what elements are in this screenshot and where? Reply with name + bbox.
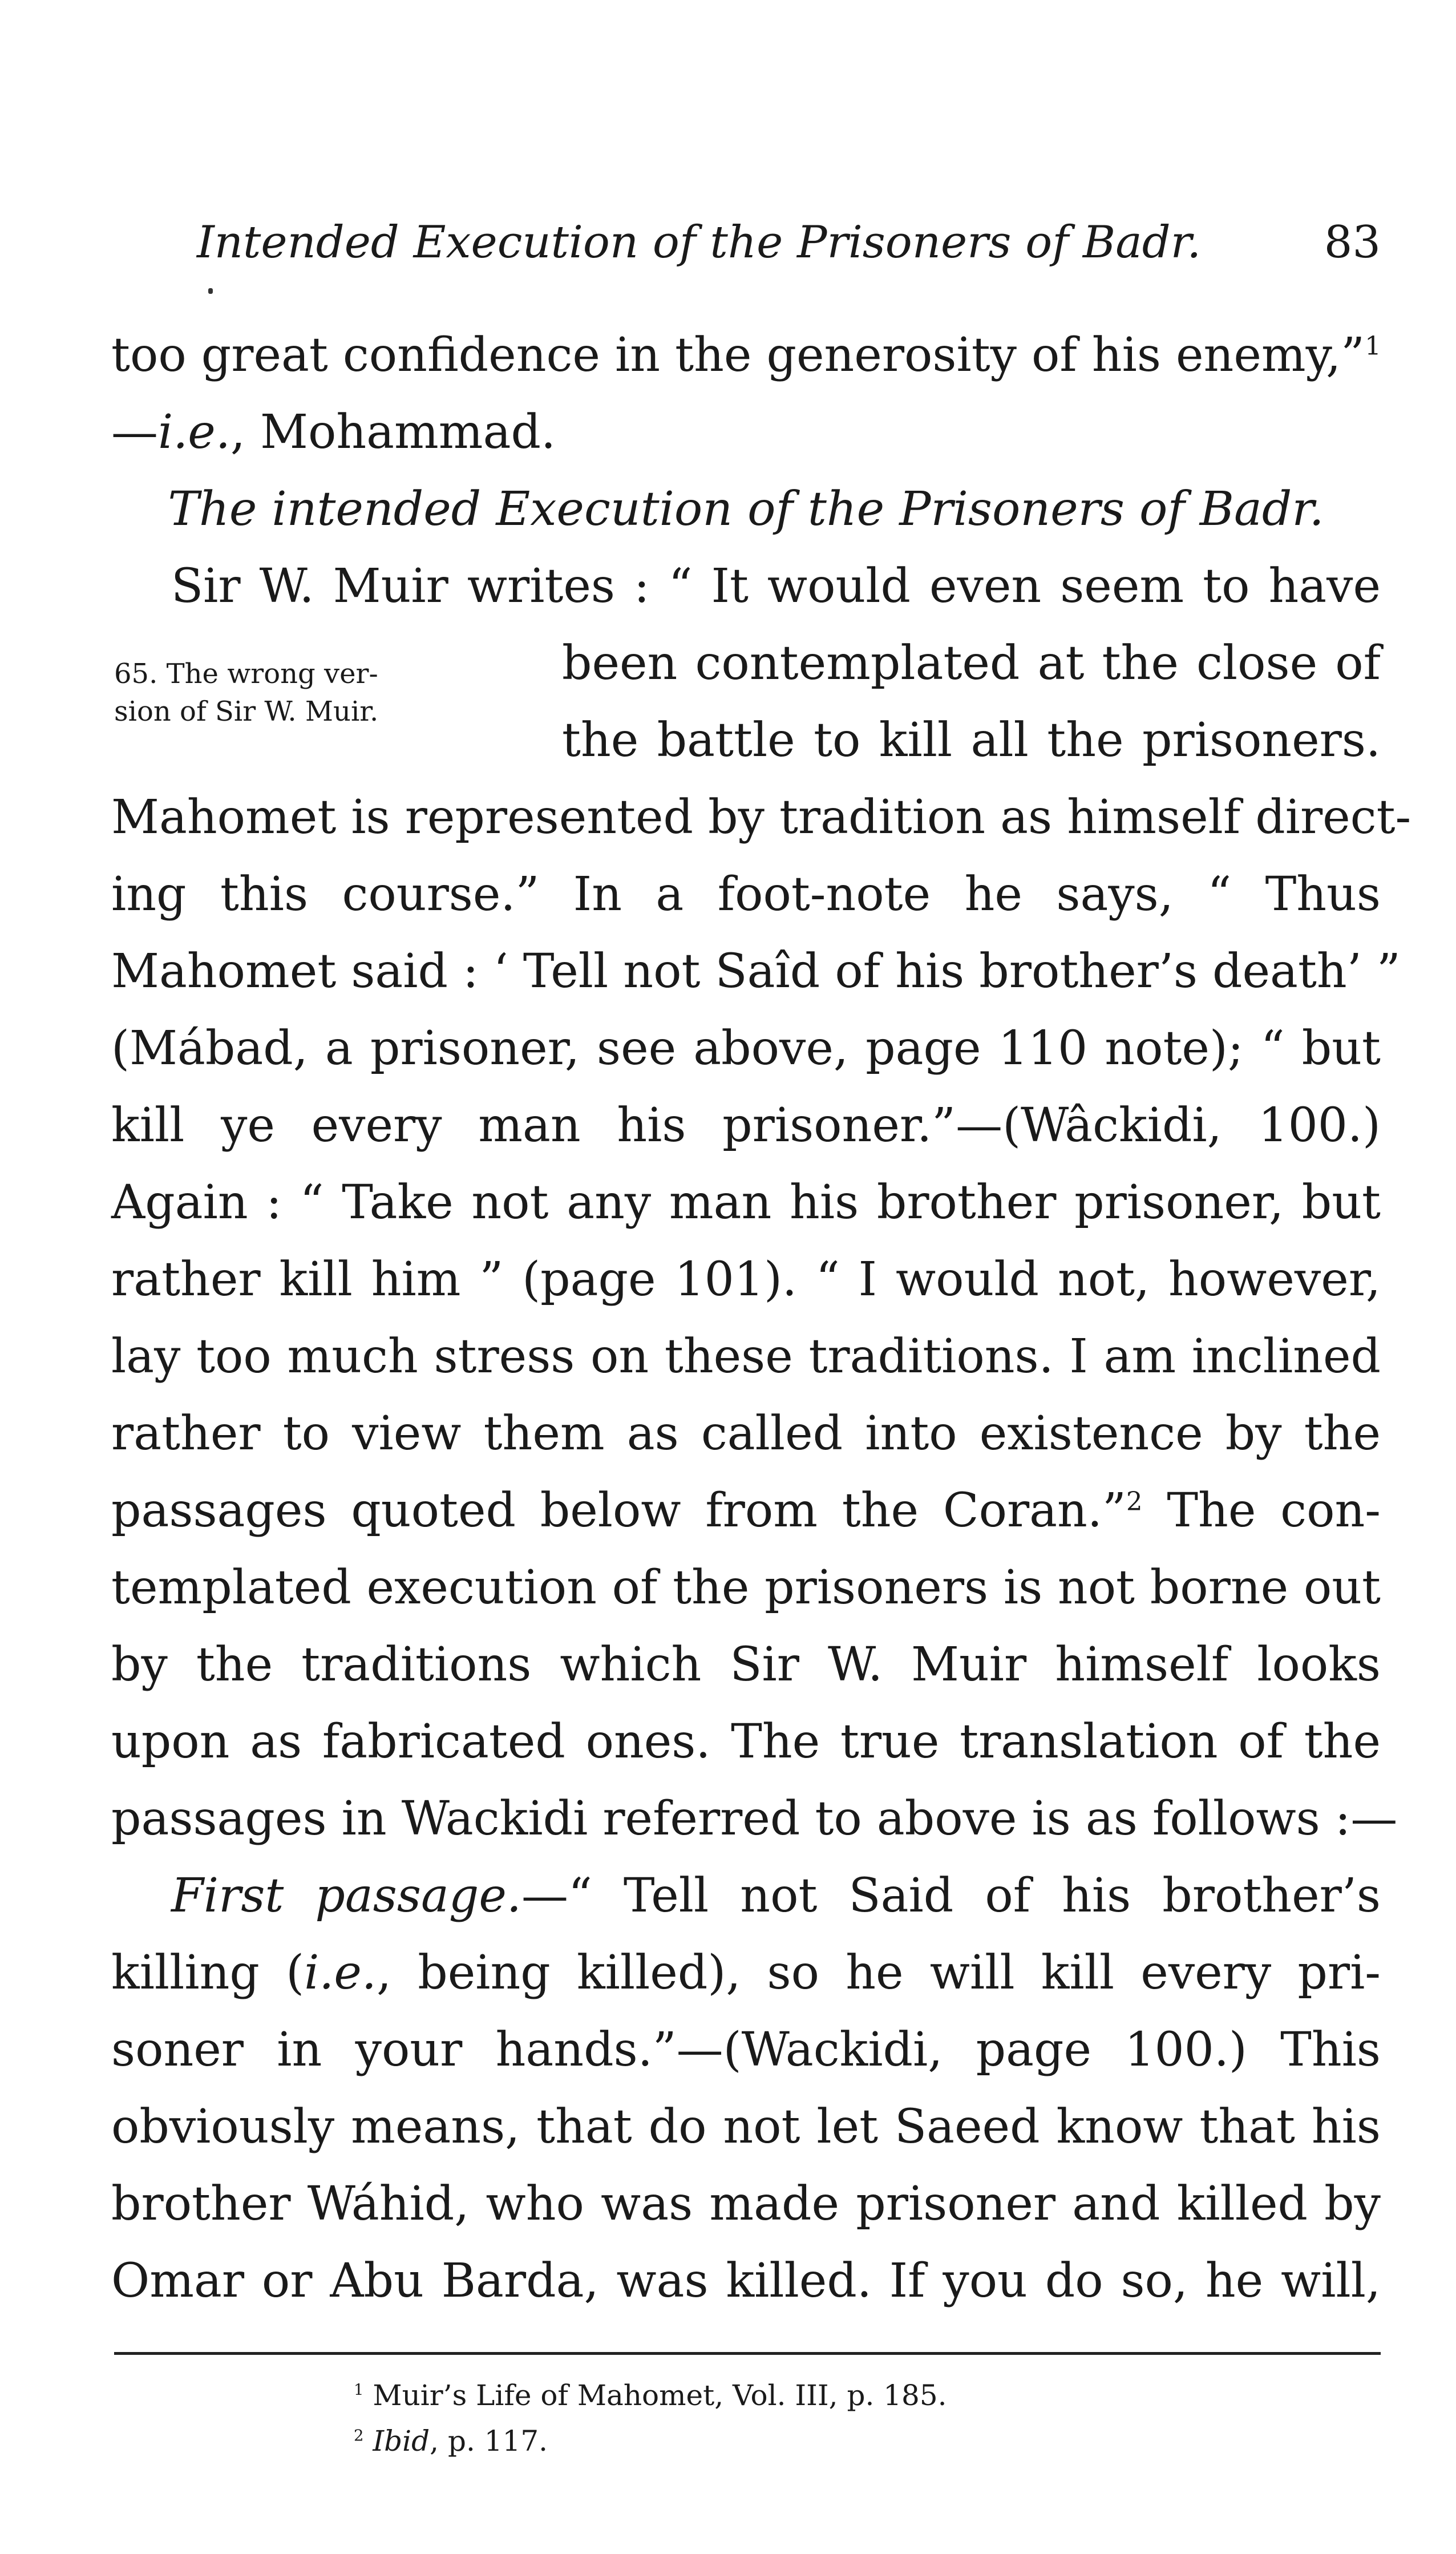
page-number: 83 [1324, 217, 1381, 268]
running-head-title: Intended Execution of the Prisoners of Badr. [197, 217, 1202, 268]
margin-note-line: sion of Sir W. Muir. [114, 696, 379, 728]
text-line: the battle to kill all the prisoners. [562, 713, 1381, 767]
text-line: rather to view them as called into existence by the [111, 1407, 1381, 1461]
text-line: passages in Wackidi referred to above is as follows :— [111, 1792, 1398, 1846]
text-line: passages quoted below from the Coran.”$^2$ The con- [111, 1484, 1381, 1538]
text-line: obviously means, that do not let Saeed know that his [111, 2100, 1381, 2154]
text-line: Omar or Abu Barda, was killed. If you do so, he will, [111, 2254, 1381, 2308]
text-line: brother Wáhid, who was made prisoner and killed by [111, 2177, 1381, 2231]
text-line: kill ye every man his prisoner.”—(Wâckidi, 100.) [111, 1098, 1381, 1153]
margin-note-line: 65. The wrong ver- [114, 658, 378, 690]
running-head [197, 211, 1381, 274]
text-line: (Mábad, a prisoner, see above, page 110 note); “ but [111, 1021, 1381, 1076]
margin-note [114, 655, 536, 730]
text-line: by the traditions which Sir W. Muir himself looks [111, 1638, 1381, 1692]
text-line: Mahomet is represented by tradition as himself direct- [111, 790, 1411, 844]
text-line: upon as fabricated ones. The true translation of the [111, 1715, 1381, 1769]
text-line: First passage.—“ Tell not Said of his brother’s [171, 1869, 1381, 1923]
footnote: $^2$ Ibid, p. 117. [354, 2424, 548, 2458]
text-line: soner in your hands.”—(Wackidi, page 100.) This [111, 2023, 1381, 2077]
text-line: lay too much stress on these traditions. I am inclined [111, 1329, 1381, 1384]
text-line: templated execution of the prisoners is not borne out [111, 1561, 1381, 1615]
text-line: Again : “ Take not any man his brother prisoner, but [111, 1175, 1381, 1230]
text-line: Mahomet said : ‘ Tell not Saîd of his brother’s death’ ” [111, 944, 1401, 999]
text-line: rather kill him ” (page 101). “ I would not, however, [111, 1252, 1381, 1307]
text-line: ing this course.” In a foot-note he says, “ Thus [111, 867, 1381, 922]
footnote-ref: 2 [1126, 1486, 1143, 1517]
text-line: been contemplated at the close of [562, 636, 1381, 690]
footnote: $^1$ Muir’s Life of Mahomet, Vol. III, p. 185. [354, 2379, 947, 2412]
footnote-rule [114, 2352, 1381, 2355]
section-heading: The intended Execution of the Prisoners of Badr. [168, 482, 1324, 536]
text-line: —i.e., Mohammad. [111, 405, 556, 459]
print-speck [208, 288, 213, 294]
text-line: Sir W. Muir writes : “ It would even seem to have [171, 559, 1381, 613]
text-line: killing (i.e., being killed), so he will kill every pri- [111, 1946, 1381, 2000]
text-line: too great confidence in the generosity of his enemy,”$^1$ [111, 328, 1381, 382]
footnote-ref: 1 [1365, 330, 1381, 361]
